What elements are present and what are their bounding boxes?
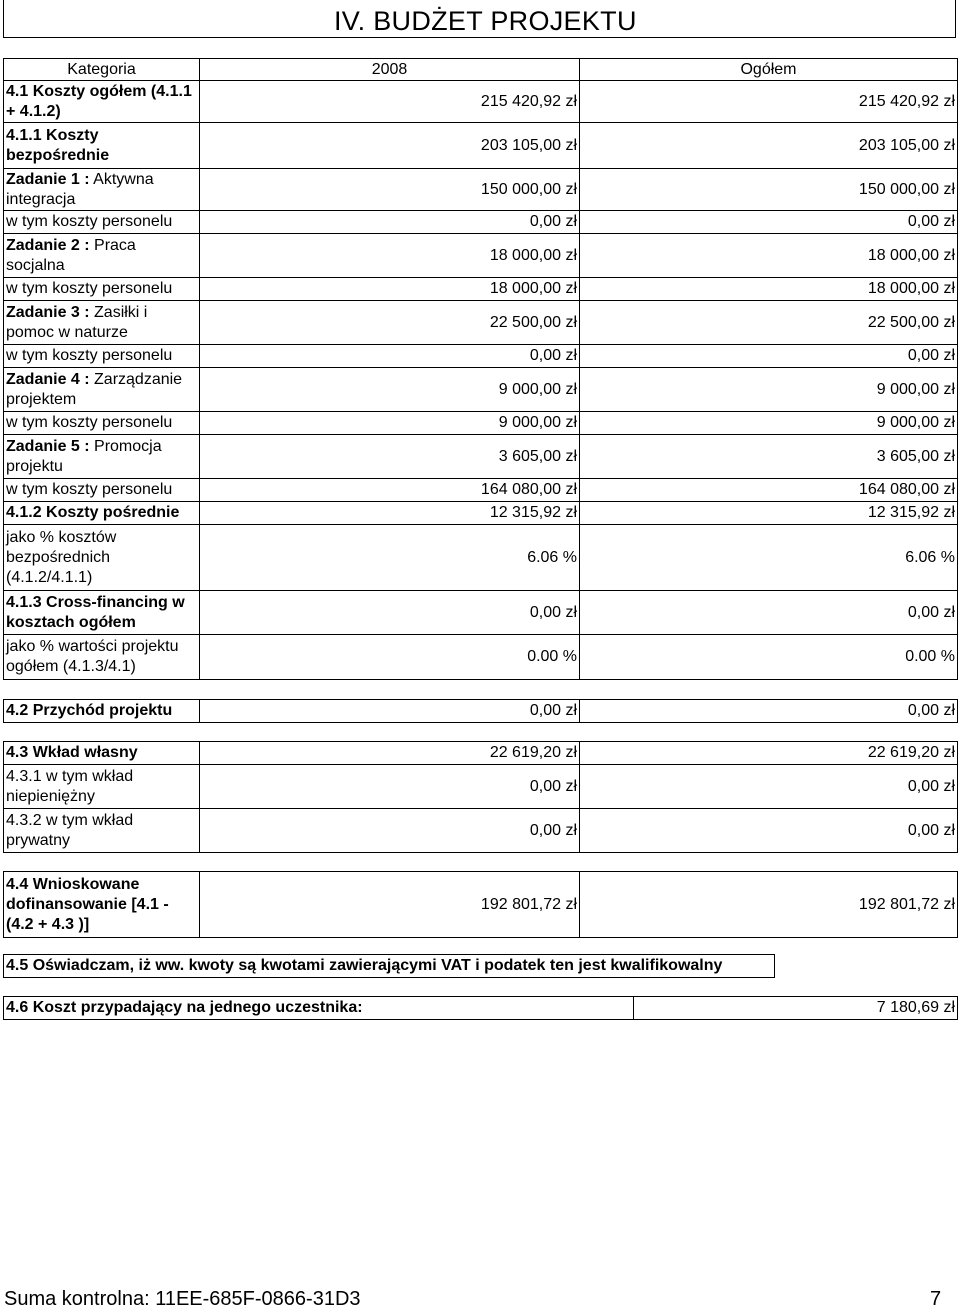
row-value-2008: 9 000,00 zł xyxy=(200,412,580,435)
row-value-total: 9 000,00 zł xyxy=(580,412,958,435)
row-value-2008: 0,00 zł xyxy=(200,211,580,234)
table-row xyxy=(4,997,958,1020)
task-label: Zadanie 2 : xyxy=(6,236,90,254)
table-row xyxy=(4,525,958,591)
table-row xyxy=(4,211,958,234)
row-value-2008: 12 315,92 zł xyxy=(200,502,580,525)
task-name: Promocja projektu xyxy=(6,437,162,475)
row-value-2008: 0,00 zł xyxy=(200,591,580,635)
row-value-total: 0,00 zł xyxy=(580,765,958,809)
task-name: Aktywna integracja xyxy=(6,170,154,208)
row-value-2008: 6.06 % xyxy=(200,525,580,591)
table-row xyxy=(4,635,958,680)
row-value-2008: 203 105,00 zł xyxy=(200,123,580,169)
table-row xyxy=(4,809,958,853)
row-label: 4.1.1 Koszty bezpośrednie xyxy=(6,126,110,164)
table-row xyxy=(4,591,958,635)
header-category: Kategoria xyxy=(4,59,200,81)
table-row xyxy=(4,435,958,479)
row-label: 4.6 Koszt przypadający na jednego uczestnika: xyxy=(6,999,363,1016)
table-row xyxy=(4,479,958,502)
row-value-2008: 18 000,00 zł xyxy=(200,278,580,301)
row-value-2008: 9 000,00 zł xyxy=(200,368,580,412)
row-value-2008: 18 000,00 zł xyxy=(200,234,580,278)
title-box xyxy=(3,0,956,38)
row-value-2008: 192 801,72 zł xyxy=(200,872,580,938)
row-value-total: 22 619,20 zł xyxy=(580,742,958,765)
row-value-2008: 215 420,92 zł xyxy=(200,81,580,123)
row-label: w tym koszty personelu xyxy=(4,211,200,234)
table-row xyxy=(4,872,958,938)
row-label: 4.4 Wnioskowane dofinansowanie [4.1 - (4.2 + 4.3 )] xyxy=(6,875,169,933)
row-value-total: 18 000,00 zł xyxy=(580,278,958,301)
task-label: Zadanie 1 : xyxy=(6,170,90,188)
table-row xyxy=(4,955,775,978)
row-label: 4.2 Przychód projektu xyxy=(6,702,173,719)
task-label: Zadanie 4 : xyxy=(6,370,90,388)
row-label: 4.1 Koszty ogółem (4.1.1 + 4.1.2) xyxy=(6,82,192,120)
row-value-total: 0.00 % xyxy=(580,635,958,680)
row-value-2008: 22 619,20 zł xyxy=(200,742,580,765)
own-contribution-table xyxy=(3,741,958,853)
table-row xyxy=(4,169,958,211)
row-value-total: 215 420,92 zł xyxy=(580,81,958,123)
table-row xyxy=(4,278,958,301)
table-row xyxy=(4,765,958,809)
table-row xyxy=(4,412,958,435)
task-name: Praca socjalna xyxy=(6,236,136,274)
income-table xyxy=(3,699,958,723)
row-label: w tym koszty personelu xyxy=(4,278,200,301)
row-value-total: 203 105,00 zł xyxy=(580,123,958,169)
task-name: Zarządzanie projektem xyxy=(6,370,183,408)
vat-text: kwoty są kwotami zawierającymi VAT i podatek ten jest kwalifikowalny xyxy=(184,957,723,974)
row-value-total: 0,00 zł xyxy=(580,211,958,234)
per-participant-table xyxy=(3,996,958,1020)
vat-statement-table xyxy=(3,954,775,978)
row-value-total: 0,00 zł xyxy=(580,700,958,723)
row-value: 7 180,69 zł xyxy=(634,997,958,1020)
row-value-total: 3 605,00 zł xyxy=(580,435,958,479)
table-header-row xyxy=(4,59,958,81)
checksum-footer: Suma kontrolna: 11EE-685F-0866-31D3 xyxy=(4,1288,361,1310)
table-row xyxy=(4,81,958,123)
row-label: w tym koszty personelu xyxy=(4,345,200,368)
row-label: w tym koszty personelu xyxy=(4,412,200,435)
page-title: IV. BUDŻET PROJEKTU xyxy=(334,6,637,36)
row-value-total: 12 315,92 zł xyxy=(580,502,958,525)
row-value-total: 150 000,00 zł xyxy=(580,169,958,211)
row-value-total: 0,00 zł xyxy=(580,345,958,368)
row-value-2008: 0,00 zł xyxy=(200,700,580,723)
row-value-2008: 164 080,00 zł xyxy=(200,479,580,502)
row-label: jako % wartości projektu ogółem (4.1.3/4.1) xyxy=(4,635,200,680)
row-value-2008: 0,00 zł xyxy=(200,809,580,853)
row-value-total: 22 500,00 zł xyxy=(580,301,958,345)
table-row xyxy=(4,123,958,169)
header-total: Ogółem xyxy=(580,59,958,81)
row-value-total: 0,00 zł xyxy=(580,591,958,635)
vat-label: 4.5 Oświadczam, iż ww. xyxy=(6,957,185,974)
requested-funding-table xyxy=(3,871,958,938)
row-value-total: 6.06 % xyxy=(580,525,958,591)
row-label: 4.3 Wkład własny xyxy=(6,744,138,761)
row-value-2008: 150 000,00 zł xyxy=(200,169,580,211)
table-row xyxy=(4,345,958,368)
row-value-total: 192 801,72 zł xyxy=(580,872,958,938)
row-value-total: 0,00 zł xyxy=(580,809,958,853)
row-value-2008: 0,00 zł xyxy=(200,345,580,368)
row-label: w tym koszty personelu xyxy=(4,479,200,502)
row-value-2008: 22 500,00 zł xyxy=(200,301,580,345)
row-value-2008: 0,00 zł xyxy=(200,765,580,809)
row-value-2008: 0.00 % xyxy=(200,635,580,680)
table-row xyxy=(4,234,958,278)
task-label: Zadanie 3 : xyxy=(6,303,90,321)
row-label: jako % kosztów bezpośrednich (4.1.2/4.1.1) xyxy=(4,525,200,591)
row-label: 4.1.3 Cross-financing w kosztach ogółem xyxy=(6,593,185,631)
row-value-total: 9 000,00 zł xyxy=(580,368,958,412)
header-2008: 2008 xyxy=(200,59,580,81)
table-row xyxy=(4,368,958,412)
task-name: Zasiłki i pomoc w naturze xyxy=(6,303,148,341)
row-value-total: 18 000,00 zł xyxy=(580,234,958,278)
table-row xyxy=(4,700,958,723)
table-row xyxy=(4,301,958,345)
row-value-2008: 3 605,00 zł xyxy=(200,435,580,479)
page-number: 7 xyxy=(930,1288,942,1310)
row-value-total: 164 080,00 zł xyxy=(580,479,958,502)
table-row xyxy=(4,742,958,765)
row-label: 4.3.2 w tym wkład prywatny xyxy=(4,809,200,853)
budget-table xyxy=(3,58,958,680)
row-label: 4.1.2 Koszty pośrednie xyxy=(6,504,180,521)
table-row xyxy=(4,502,958,525)
row-label: 4.3.1 w tym wkład niepieniężny xyxy=(4,765,200,809)
task-label: Zadanie 5 : xyxy=(6,437,90,455)
